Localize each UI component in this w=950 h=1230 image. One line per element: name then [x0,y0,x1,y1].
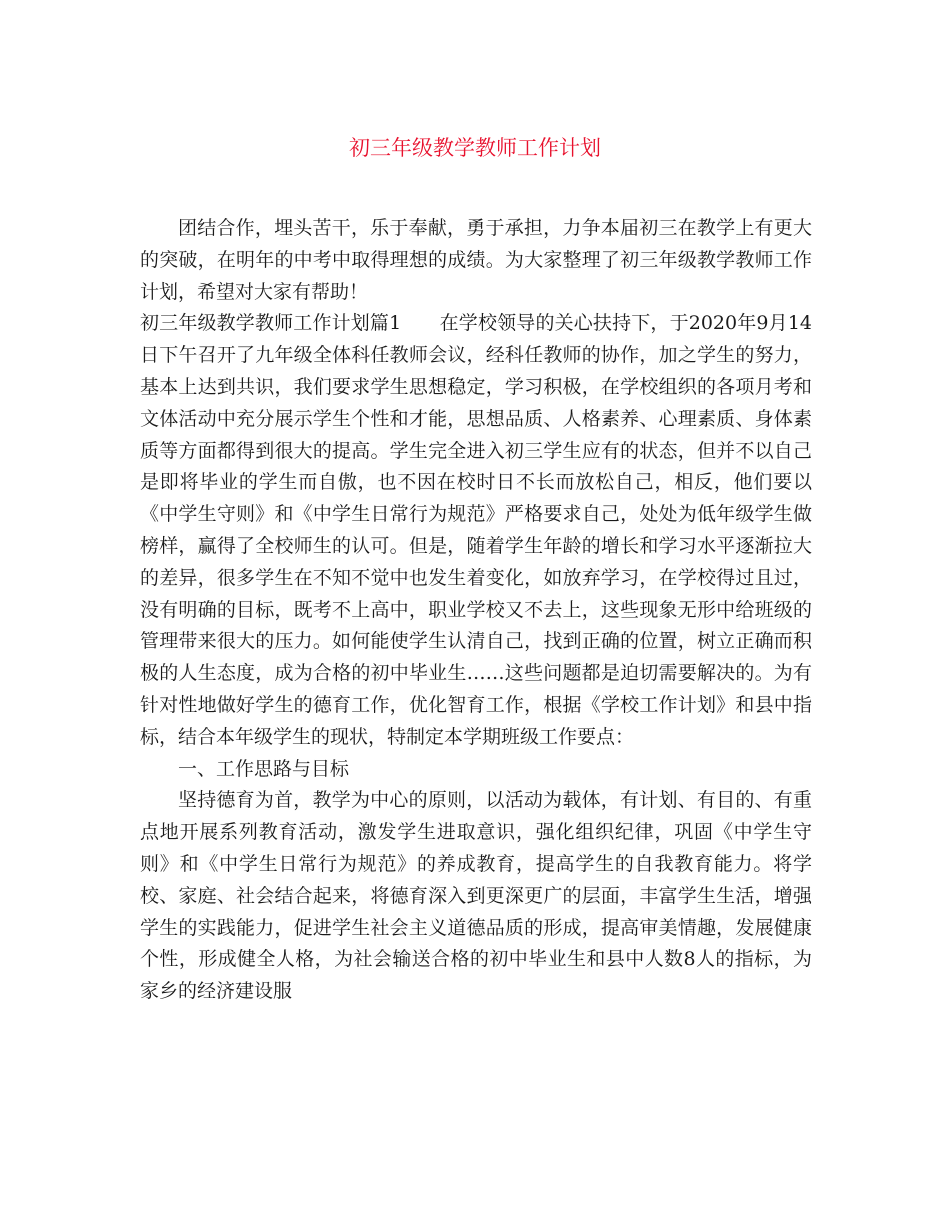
intro-paragraph: 团结合作，埋头苦干，乐于奉献，勇于承担，力争本届初三在教学上有更大的突破，在明年的中考中取得理想的成绩。为大家整理了初三年级教学教师工作计划，希望对大家有帮助！ [140,217,812,303]
plan-paragraph-1: 初三年级教学教师工作计划篇1 在学校领导的关心扶持下，于2020年9月14日下午召开了九年级全体科任教师会议，经科任教师的协作，加之学生的努力，基本上达到共识，我们要求学生思想稳定，学习积极，在学校组织的各项月考和文体活动中充分展示学生个性和才能，思想品质、人格素养、心理素质、身体素质等方面都得到很大的提高。学生完全进入初三学生应有的状态，但并不以自己是即将毕业的学生而自傲，也不因在校时日不长而放松自己，相反，他们要以《中学生守则》和《中学生日常行为规范》严格要求自己，处处为低年级学生做榜样，赢得了全校师生的认可。但是，随着学生年龄的增长和学习水平逐渐拉大的差异，很多学生在不知不觉中也发生着变化，如放弃学习，在学校得过且过，没有明确的目标，既考不上高中，职业学校又不去上，这些现象无形中给班级的管理带来很大的压力。如何能使学生认清自己，找到正确的位置，树立正确而积极的人生态度，成为合格的初中毕业生……这些问题都是迫切需要解决的。为有针对性地做好学生的德育工作，优化智育工作，根据《学校工作计划》和县中指标，结合本年级学生的现状，特制定本学期班级工作要点： [140,312,812,748]
section-paragraph-1: 坚持德育为首，教学为中心的原则，以活动为载体，有计划、有目的、有重点地开展系列教育活动，激发学生进取意识，强化组织纪律，巩固《中学生守则》和《中学生日常行为规范》的养成教育，提高学生的自我教育能力。将学校、家庭、社会结合起来，将德育深入到更深更广的层面，丰富学生生活，增强学生的实践能力，促进学生社会主义道德品质的形成，提高审美情趣，发展健康个性，形成健全人格，为社会输送合格的初中毕业生和县中人数8人的指标，为家乡的经济建设服 [140,789,812,1003]
section-heading-1: 一、工作思路与目标 [178,757,350,780]
document-body [140,213,812,1008]
document-title: 初三年级教学教师工作计划 [349,136,601,160]
